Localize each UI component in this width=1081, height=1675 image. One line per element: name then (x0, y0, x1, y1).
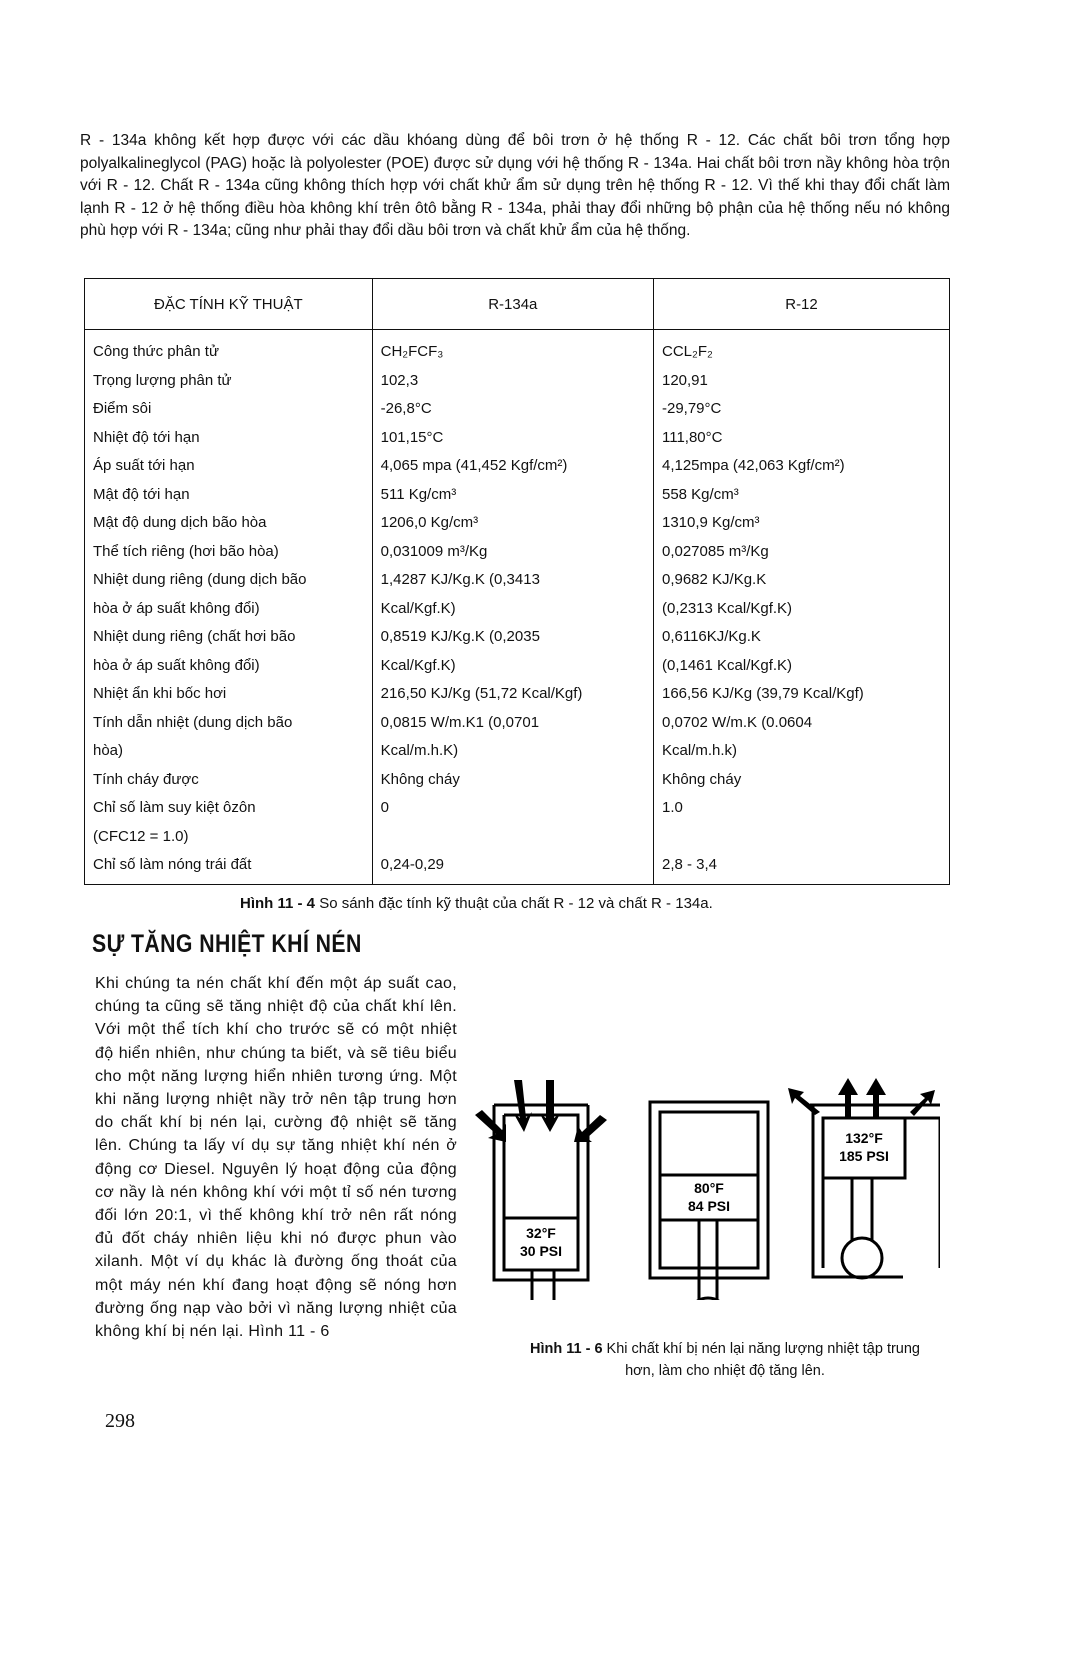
table-header-row (85, 279, 950, 330)
table-row (85, 680, 950, 709)
header-property: ĐẶC TÍNH KỸ THUẬT (85, 279, 373, 330)
cylinder-3-pressure: 185 PSI (839, 1148, 889, 1164)
cell-r134a: 1206,0 Kg/cm³ (372, 509, 653, 538)
piston-compression-figure (470, 1000, 940, 1300)
figure-caption-11-6 (515, 1338, 935, 1382)
table-row (85, 367, 950, 396)
cell-r12: 111,80°C (653, 424, 949, 453)
cylinder-2-temp: 80°F (694, 1180, 724, 1196)
cell-property: Nhiệt dung riêng (dung dịch bão hòa ở áp suất không đổi) (85, 566, 373, 623)
cell-property: Nhiệt độ tới hạn (85, 424, 373, 453)
cell-r12: 120,91 (653, 367, 949, 396)
table-row (85, 330, 950, 367)
cell-r12: Không cháy (653, 766, 949, 795)
cylinder-3-temp: 132°F (845, 1130, 883, 1146)
cell-r134a: 4,065 mpa (41,452 Kgf/cm²) (372, 452, 653, 481)
table-row (85, 481, 950, 510)
intro-paragraph: R - 134a không kết hợp được với các dầu khóang dùng để bôi trơn ở hệ thống R - 12. Các chất bôi trơn tổng hợp polyalkalineglycol (PAG) hoặc là polyolester (POE) được sử dụng với hệ thống R - 134a. Hai chất bôi trơn nầy không hòa trộn với R - 12. Chất R - 134a cũng không thích hợp với chất khử ẩm sử dụng trên hệ thống R - 12. Vì thế khi thay đổi chất làm lạnh R - 12 ở hệ thống điều hòa không khí trên ôtô bằng R - 134a, phải thay đổi những bộ phận của hệ thống nếu nó không phù hợp với R - 134a; cũng như phải thay đổi dầu bôi trơn và chất khử ẩm của hệ thống. (80, 132, 950, 239)
table-row (85, 395, 950, 424)
cell-r134a: 1,4287 KJ/Kg.K (0,3413 Kcal/Kgf.K) (372, 566, 653, 623)
cylinder-1 (494, 1105, 588, 1300)
table-row (85, 452, 950, 481)
cell-property: Tính dẫn nhiệt (dung dịch bão hòa) (85, 709, 373, 766)
cell-property: Nhiệt dung riêng (chất hơi bão hòa ở áp suất không đổi) (85, 623, 373, 680)
cylinder-1-temp: 32°F (526, 1225, 556, 1241)
table-row (85, 766, 950, 795)
table-row (85, 794, 950, 851)
table-row (85, 623, 950, 680)
cell-r134a: 102,3 (372, 367, 653, 396)
cell-r12: 166,56 KJ/Kg (39,79 Kcal/Kgf) (653, 680, 949, 709)
table-row (85, 709, 950, 766)
section-heading: SỰ TĂNG NHIỆT KHÍ NÉN (92, 930, 362, 958)
cell-property: Trọng lượng phân tử (85, 367, 373, 396)
cylinder-2-pressure: 84 PSI (687, 1198, 731, 1214)
body-paragraph: Khi chúng ta nén chất khí đến một áp suất cao, chúng ta cũng sẽ tăng nhiệt độ của chất khí lên. Với một thể tích khí cho trước sẽ có một nhiệt độ hiển nhiên, như chúng ta biết, và sẽ tiêu biểu cho một năng lượng hiển nhiên tương ứng. Một khi năng lượng nhiệt nầy trở nên tập trung hơn do chất khí bị nén lại, cường độ nhiệt sẽ tăng lên. Chúng ta lấy ví dụ sự tăng nhiệt khí nén ở động cơ Diesel. Nguyên lý hoạt động của động cơ nầy là nén không khí với một tỉ số nén tương đối lớn 20:1, vì thế không khí trở nên rất nóng đủ đốt cháy nhiên liệu khi nó được phun vào xilanh. Một ví dụ khác là đường ống thoát của một máy nén khí đang hoạt động sẽ nóng hơn đường ống nạp vào bởi vì năng lượng nhiệt của không khí bị nén lại. Hình 11 - 6 (95, 975, 457, 1341)
cell-r12: 0,0702 W/m.K (0.0604 Kcal/m.h.k) (653, 709, 949, 766)
header-r12: R-12 (653, 279, 949, 330)
cell-r12: 0,027085 m³/Kg (653, 538, 949, 567)
cell-property: Điểm sôi (85, 395, 373, 424)
cell-property: Chỉ số làm nóng trái đất (85, 851, 373, 884)
cell-r134a: 0 (372, 794, 653, 851)
cell-r12: 0,9682 KJ/Kg.K (0,2313 Kcal/Kgf.K) (653, 566, 949, 623)
table-row (85, 538, 950, 567)
cell-r134a: 511 Kg/cm³ (372, 481, 653, 510)
spec-comparison-table (84, 278, 950, 885)
cell-r134a: Không cháy (372, 766, 653, 795)
caption-label: Hình 11 - 6 (529, 1341, 603, 1357)
cell-r134a: 0,24-0,29 (372, 851, 653, 884)
cell-r12: 4,125mpa (42,063 Kgf/cm²) (653, 452, 949, 481)
cell-r134a: CH₂FCF₃ (372, 330, 653, 367)
cell-r134a: 0,0815 W/m.K1 (0,0701 Kcal/m.h.K) (372, 709, 653, 766)
cell-r12: 2,8 - 3,4 (653, 851, 949, 884)
cell-r12: CCL₂F₂ (653, 330, 949, 367)
cell-property: Công thức phân tử (85, 330, 373, 367)
cell-r134a: 0,8519 KJ/Kg.K (0,2035 Kcal/Kgf.K) (372, 623, 653, 680)
cylinder-1-pressure: 30 PSI (519, 1243, 563, 1259)
cell-property: Mật độ tới hạn (85, 481, 373, 510)
caption-text: So sánh đặc tính kỹ thuật của chất R - 12 và chất R - 134a. (315, 895, 713, 912)
header-r134a: R-134a (372, 279, 653, 330)
table-row (85, 424, 950, 453)
cell-r134a: 101,15°C (372, 424, 653, 453)
table-row (85, 509, 950, 538)
outflow-arrows-icon (788, 1078, 935, 1118)
cell-property: Nhiệt ẩn khi bốc hơi (85, 680, 373, 709)
cell-r12: -29,79°C (653, 395, 949, 424)
caption-label: Hình 11 - 4 (240, 895, 316, 912)
cell-property: Áp suất tới hạn (85, 452, 373, 481)
cell-r12: 558 Kg/cm³ (653, 481, 949, 510)
table-row (85, 566, 950, 623)
cell-property: Tính cháy được (85, 766, 373, 795)
cell-property: Chỉ số làm suy kiệt ôzôn (CFC12 = 1.0) (85, 794, 373, 851)
cell-property: Thể tích riêng (hơi bão hòa) (85, 538, 373, 567)
cell-r12: 1310,9 Kg/cm³ (653, 509, 949, 538)
caption-text: Khi chất khí bị nén lại năng lượng nhiệt tập trung hơn, làm cho nhiệt độ tăng lên. (602, 1341, 920, 1379)
cell-r12: 0,6116KJ/Kg.K (0,1461 Kcal/Kgf.K) (653, 623, 949, 680)
cell-r134a: 216,50 KJ/Kg (51,72 Kcal/Kgf) (372, 680, 653, 709)
figure-caption-11-4 (240, 895, 713, 912)
cell-r134a: 0,031009 m³/Kg (372, 538, 653, 567)
table-row (85, 851, 950, 884)
cell-r134a: -26,8°C (372, 395, 653, 424)
page-number: 298 (105, 1410, 135, 1432)
cell-property: Mật độ dung dịch bão hòa (85, 509, 373, 538)
cell-r12: 1.0 (653, 794, 949, 851)
